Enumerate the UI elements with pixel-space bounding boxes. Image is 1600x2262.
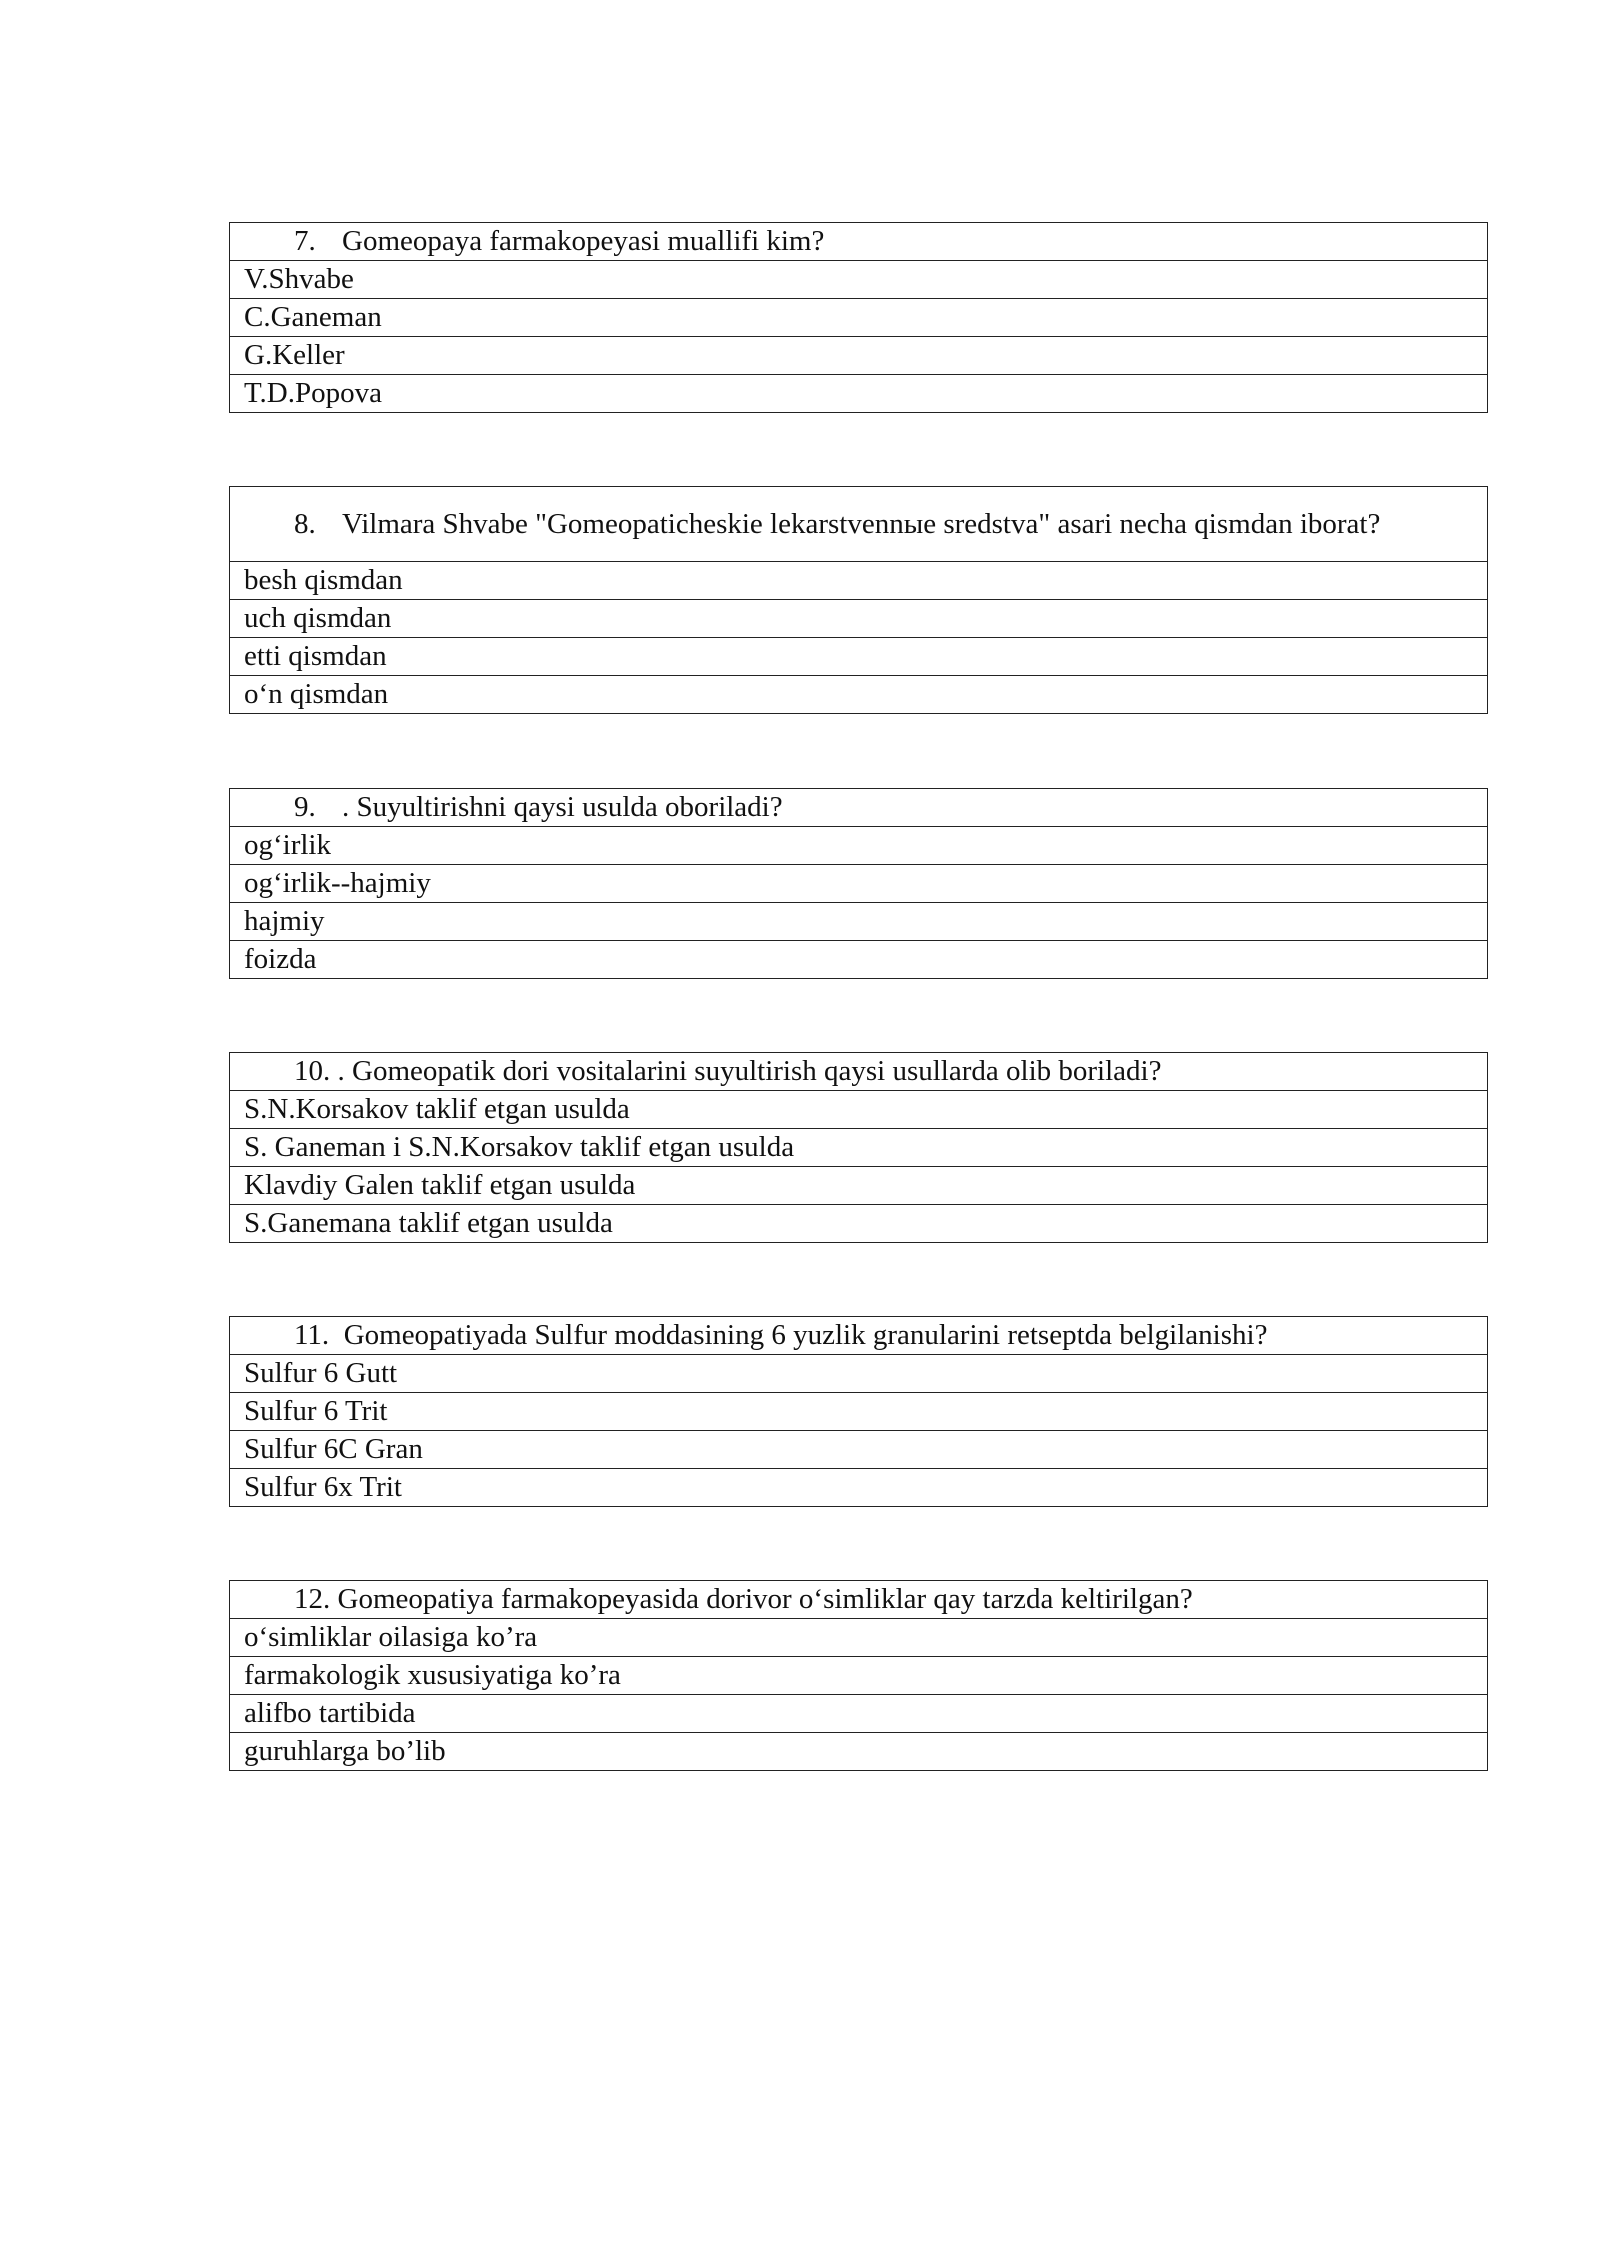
question-row bbox=[230, 487, 1488, 562]
answer-option-row bbox=[230, 1091, 1488, 1129]
answer-option: S.N.Korsakov taklif etgan usulda bbox=[230, 1091, 1488, 1129]
question-text: Gomeopatiyada Sulfur moddasining 6 yuzlik granularini retseptda belgilanishi? bbox=[343, 1319, 1268, 1351]
answer-option: og‘irlik--hajmiy bbox=[230, 865, 1488, 903]
question-text: . Gomeopatik dori vositalarini suyultirish qaysi usullarda olib boriladi? bbox=[337, 1055, 1162, 1087]
question-block-11 bbox=[229, 1316, 1488, 1507]
answer-option: Sulfur 6 Gutt bbox=[230, 1355, 1488, 1393]
question-block-9 bbox=[229, 788, 1488, 979]
answer-option: S.Ganemana taklif etgan usulda bbox=[230, 1205, 1488, 1243]
question-block-7 bbox=[229, 222, 1488, 413]
answer-option: S. Ganeman i S.N.Korsakov taklif etgan usulda bbox=[230, 1129, 1488, 1167]
answer-option: alifbo tartibida bbox=[230, 1695, 1488, 1733]
answer-option-row bbox=[230, 1733, 1488, 1771]
answer-option: Sulfur 6x Trit bbox=[230, 1469, 1488, 1507]
question-text: . Suyultirishni qaysi usulda oboriladi? bbox=[342, 791, 783, 823]
answer-option: V.Shvabe bbox=[230, 261, 1488, 299]
question-row bbox=[230, 1317, 1488, 1355]
answer-option-row bbox=[230, 676, 1488, 714]
answer-option: guruhlarga bo’lib bbox=[230, 1733, 1488, 1771]
answer-option-row bbox=[230, 261, 1488, 299]
question-row bbox=[230, 1581, 1488, 1619]
answer-option: etti qismdan bbox=[230, 638, 1488, 676]
question-block-8 bbox=[229, 486, 1488, 714]
answer-option-row bbox=[230, 827, 1488, 865]
answer-option-row bbox=[230, 1205, 1488, 1243]
question-text: Gomeopatiya farmakopeyasida dorivor o‘simliklar qay tarzda keltirilgan? bbox=[337, 1583, 1193, 1615]
answer-option-row bbox=[230, 337, 1488, 375]
question-text: Gomeopaya farmakopeyasi muallifi kim? bbox=[342, 225, 825, 257]
answer-option-row bbox=[230, 903, 1488, 941]
question-cell bbox=[230, 1053, 1488, 1091]
question-cell bbox=[230, 223, 1488, 261]
answer-option: uch qismdan bbox=[230, 600, 1488, 638]
answer-option-row bbox=[230, 1657, 1488, 1695]
question-row bbox=[230, 1053, 1488, 1091]
question-block-10 bbox=[229, 1052, 1488, 1243]
answer-option-row bbox=[230, 941, 1488, 979]
question-number: 11. bbox=[294, 1319, 330, 1351]
question-number: 8. bbox=[294, 507, 316, 540]
answer-option: o‘n qismdan bbox=[230, 676, 1488, 714]
question-text: Vilmara Shvabe "Gomeopaticheskie lekarstvennые sredstva" asari necha qismdan iborat? bbox=[342, 507, 1381, 540]
question-number: 10. bbox=[294, 1055, 331, 1087]
answer-option-row bbox=[230, 299, 1488, 337]
question-cell bbox=[230, 789, 1488, 827]
answer-option-row bbox=[230, 1129, 1488, 1167]
question-cell bbox=[230, 487, 1488, 562]
question-cell bbox=[230, 1581, 1488, 1619]
question-block-12 bbox=[229, 1580, 1488, 1771]
question-number: 12. bbox=[294, 1583, 331, 1615]
answer-option-row bbox=[230, 1619, 1488, 1657]
answer-option-row bbox=[230, 1393, 1488, 1431]
question-number: 7. bbox=[294, 225, 316, 257]
answer-option: farmakologik xususiyatiga ko’ra bbox=[230, 1657, 1488, 1695]
answer-option: Sulfur 6 Trit bbox=[230, 1393, 1488, 1431]
answer-option-row bbox=[230, 562, 1488, 600]
question-row bbox=[230, 223, 1488, 261]
answer-option-row bbox=[230, 375, 1488, 413]
answer-option: T.D.Popova bbox=[230, 375, 1488, 413]
answer-option: G.Keller bbox=[230, 337, 1488, 375]
answer-option: besh qismdan bbox=[230, 562, 1488, 600]
answer-option-row bbox=[230, 638, 1488, 676]
question-cell bbox=[230, 1317, 1488, 1355]
answer-option-row bbox=[230, 865, 1488, 903]
question-row bbox=[230, 789, 1488, 827]
answer-option: o‘simliklar oilasiga ko’ra bbox=[230, 1619, 1488, 1657]
question-number: 9. bbox=[294, 791, 316, 823]
answer-option: og‘irlik bbox=[230, 827, 1488, 865]
answer-option: hajmiy bbox=[230, 903, 1488, 941]
answer-option-row bbox=[230, 1469, 1488, 1507]
answer-option-row bbox=[230, 600, 1488, 638]
answer-option-row bbox=[230, 1167, 1488, 1205]
answer-option: C.Ganeman bbox=[230, 299, 1488, 337]
answer-option: Sulfur 6C Gran bbox=[230, 1431, 1488, 1469]
answer-option: foizda bbox=[230, 941, 1488, 979]
answer-option: Klavdiy Galen taklif etgan usulda bbox=[230, 1167, 1488, 1205]
answer-option-row bbox=[230, 1431, 1488, 1469]
answer-option-row bbox=[230, 1695, 1488, 1733]
answer-option-row bbox=[230, 1355, 1488, 1393]
